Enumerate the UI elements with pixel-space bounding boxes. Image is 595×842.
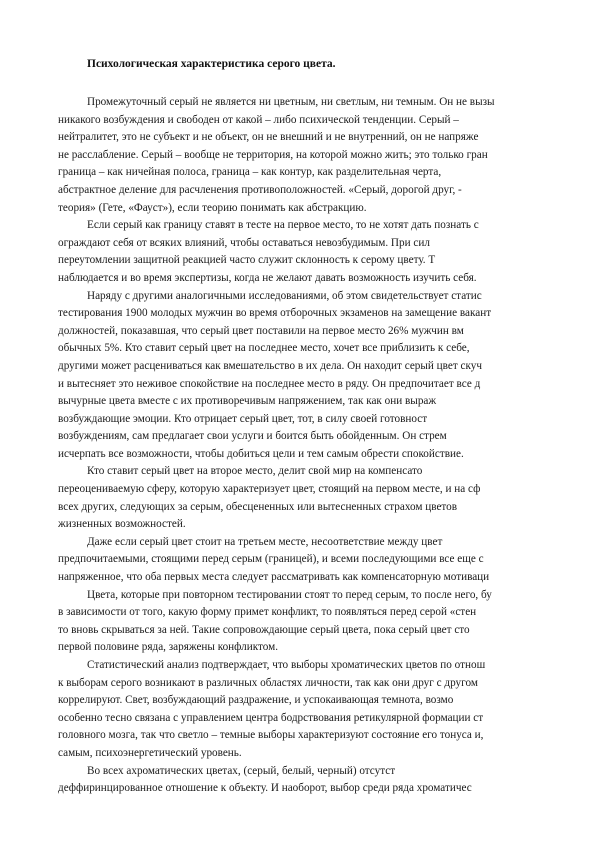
text-line: исчерпать все возможности, чтобы добиться цели и тем самым обрести спокойствие. xyxy=(58,447,464,460)
text-line: самым, психоэнергетический уровень. xyxy=(58,746,242,759)
text-line: граница – как ничейная полоса, граница – как контур, как разделительная черта, xyxy=(58,166,442,179)
document-title: Психологическая характеристика серого цвета. xyxy=(87,58,336,70)
text-line: Кто ставит серый цвет на второе место, делит свой мир на компенсато xyxy=(87,465,423,478)
text-line: всех других, следующих за серым, обесцененных или вытесненных страхом цветов xyxy=(58,500,458,513)
text-line: переоцениваемую сферу, которую характеризует цвет, стоящий на первом месте, и на сф xyxy=(58,483,481,496)
document-body xyxy=(58,94,595,798)
text-line: абстрактное деление для расчленения противоположностей. «Серый, дорогой друг, - xyxy=(58,183,462,196)
text-line: Промежуточный серый не является ни цветным, ни светлым, ни темным. Он не вызы xyxy=(87,96,495,108)
text-line: возбуждениям, сам предлагает свои услуги и боится быть обойденным. Он стрем xyxy=(58,430,447,443)
text-line: обычных 5%. Кто ставит серый цвет на последнее место, хочет все приблизить к себе, xyxy=(58,342,470,355)
text-line: то вновь скрываться за ней. Такие сопровождающие серый цвета, пока серый цвет сто xyxy=(58,623,470,636)
text-line: коррелируют. Свет, возбуждающий раздражение, и успокаивающая темнота, возмо xyxy=(58,694,454,707)
text-line: вычурные цвета вместе с их противоречивым напряжением, так как они выраж xyxy=(58,395,437,408)
text-line: предпочитаемыми, стоящими перед серым (границей), и всеми последующими все еще с xyxy=(58,553,484,566)
text-line: наблюдается и во время экспертизы, когда не желают давать возможность изучить себя. xyxy=(58,271,477,284)
text-line: Наряду с другими аналогичными исследованиями, об этом свидетельствует статис xyxy=(87,289,482,302)
text-line: другими может расцениваться как вмешательство в их дела. Он находит серый цвет скуч xyxy=(58,359,482,372)
text-line: ограждают себя от всяких влияний, чтобы оставаться невозбудимым. При сил xyxy=(58,236,430,249)
text-line: жизненных возможностей. xyxy=(58,518,186,531)
text-line: нейтралитет, это не субъект и не объект, он не внешний и не внутренний, он не напряже xyxy=(58,131,479,144)
text-line: деффиринцированное отношение к объекту. И наоборот, выбор среди ряда хроматичес xyxy=(58,782,472,795)
text-line: Даже если серый цвет стоит на третьем месте, несоответствие между цвет xyxy=(87,535,443,548)
text-line: и вытесняет это неживое спокойствие на последнее место в ряду. Он предпочитает все д xyxy=(58,377,481,390)
text-line: переутомлении защитной реакцией часто служит склонность к серому цвету. Т xyxy=(58,254,436,267)
text-line: Статистический анализ подтверждает, что выборы хроматических цветов по отнош xyxy=(87,659,486,671)
text-line: возбуждающие эмоции. Кто отрицает серый цвет, тот, в силу своей готовност xyxy=(58,412,428,425)
text-line: тестирования 1900 молодых мужчин во время отборочных экзаменов на замещение вакант xyxy=(58,307,492,320)
text-line: первой половине ряда, заряжены конфликтом. xyxy=(58,641,278,654)
text-line: напряженное, что оба первых места следует рассматривать как компенсаторную мотиваци xyxy=(58,571,490,584)
text-line: никакого возбуждения и свободен от какой – либо психической тенденции. Серый – xyxy=(58,113,459,126)
text-line: не расслабление. Серый – вообще не территория, на которой можно жить; это только гран xyxy=(58,148,488,161)
text-line: должностей, показавшая, что серый цвет поставили на первое место 26% мужчин вм xyxy=(58,324,464,337)
text-line: к выборам серого возникают в различных областях личности, так как они друг с другом xyxy=(58,676,478,689)
text-line: особенно тесно связана с управлением центра бодрствования ретикулярной формации ст xyxy=(58,711,484,724)
text-line: Во всех ахроматических цветах, (серый, белый, черный) отсутст xyxy=(87,764,396,777)
text-line: головного мозга, так что светло – темные выборы характеризуют состояние его тонуса и, xyxy=(58,729,484,742)
text-line: Если серый как границу ставят в тесте на первое место, то не хотят дать познать с xyxy=(87,219,479,232)
text-line: Цвета, которые при повторном тестировании стоят то перед серым, то после него, бу xyxy=(87,588,492,601)
text-line: теория» (Гете, «Фауст»), если теорию понимать как абстракцию. xyxy=(58,201,367,214)
text-line: в зависимости от того, какую форму примет конфликт, то появляться перед серой «стен xyxy=(58,606,477,619)
